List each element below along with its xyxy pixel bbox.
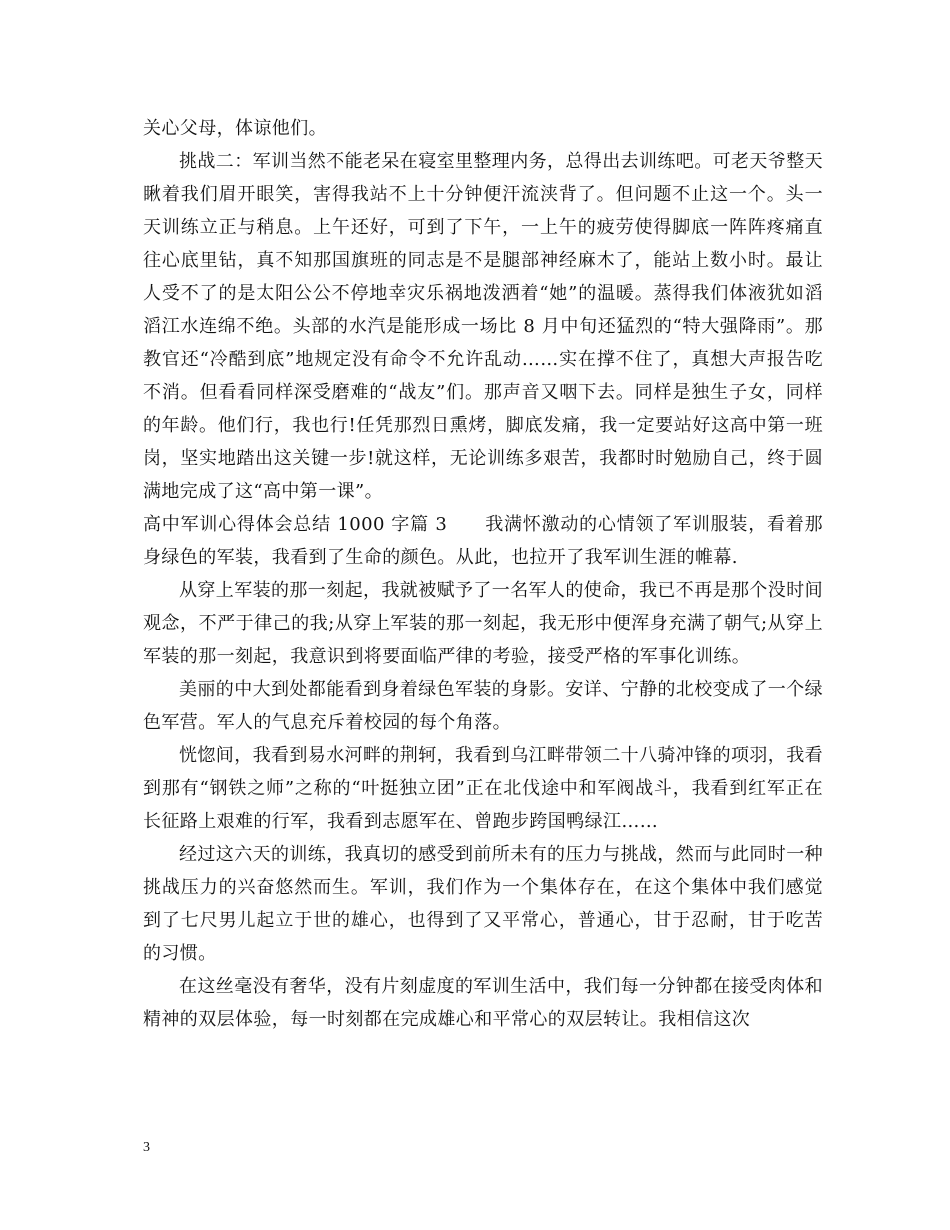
paragraph-2: 挑战二：军训当然不能老呆在寝室里整理内务，总得出去训练吧。可老天爷整天瞅着我们眉开眼笑，害得我站不上十分钟便汗流浃背了。但问题不止这一个。头一天训练立正与稍息。上午还好，可到了下午，一上午的疲劳使得脚底一阵阵疼痛直往心底里钻，真不知那国旗班的同志是不是腿部神经麻木了，能站上数小时。最让人受不了的是太阳公公不停地幸灾乐祸地泼洒着“她”的温暖。蒸得我们体液犹如滔滔江水连绵不绝。头部的水汽是能形成一场比 8 月中旬还猛烈的“特大强降雨”。那教官还“冷酷到底”地规定没有命令不允许乱动……实在撑不住了，真想大声报告吃不消。但看看同样深受磨难的“战友”们。那声音又咽下去。同样是独生子女，同样的年龄。他们行，我也行!任凭那烈日熏烤，脚底发痛，我一定要站好这高中第一班岗，坚实地踏出这关键一步!就这样，无论训练多艰苦，我都时时勉励自己，终于圆满地完成了这“高中第一课”。 bbox=[143, 151, 823, 502]
paragraph-4: 从穿上军装的那一刻起，我就被赋予了一名军人的使命，我已不再是那个没时间观念，不严于律己的我;从穿上军装的那一刻起，我无形中便浑身充满了朝气;从穿上军装的那一刻起，我意识到将要面临严律的考验，接受严格的军事化训练。 bbox=[143, 580, 823, 667]
paragraph-6: 恍惚间，我看到易水河畔的荆轲，我看到乌江畔带领二十八骑冲锋的项羽，我看到那有“钢铁之师”之称的“叶挺独立团”正在北伐途中和军阀战斗，我看到红军正在长征路上艰难的行军，我看到志愿军在、曾跑步跨国鸭绿江…… bbox=[143, 745, 823, 832]
paragraph-5: 美丽的中大到处都能看到身着绿色军装的身影。安详、宁静的北校变成了一个绿色军营。军人的气息充斥着校园的每个角落。 bbox=[143, 679, 823, 733]
page-number: 3 bbox=[143, 1140, 150, 1155]
document-body bbox=[143, 112, 823, 1036]
section-heading-paragraph: 高中军训心得体会总结 1000 字篇 3 我满怀激动的心情领了军训服装，看着那身绿色的军装，我看到了生命的颜色。从此，也拉开了我军训生涯的帷幕. bbox=[143, 514, 823, 568]
paragraph-8: 在这丝毫没有奢华，没有片刻虚度的军训生活中，我们每一分钟都在接受肉体和精神的双层体验，每一时刻都在完成雄心和平常心的双层转让。我相信这次 bbox=[143, 976, 823, 1030]
paragraph-1: 关心父母，体谅他们。 bbox=[143, 118, 327, 139]
paragraph-7: 经过这六天的训练，我真切的感受到前所未有的压力与挑战，然而与此同时一种挑战压力的兴奋悠然而生。军训，我们作为一个集体存在，在这个集体中我们感觉到了七尺男儿起立于世的雄心，也得到了又平常心，普通心，甘于忍耐，甘于吃苦的习惯。 bbox=[143, 844, 823, 964]
